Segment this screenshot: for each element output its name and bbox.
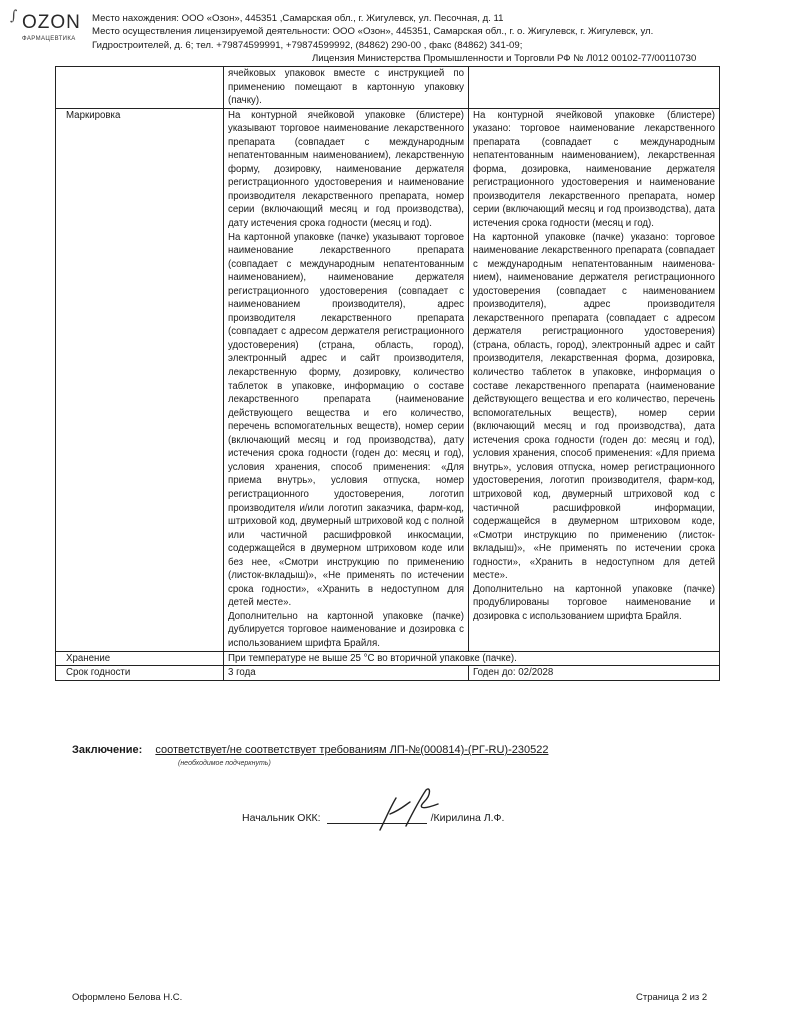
signature-title: Начальник ОКК: (242, 812, 321, 824)
table-row (56, 67, 720, 109)
marking-act-carton: На картонной упаковке (пачке) указано: торговое наименование лекарственного препарата (совпадает с международным непатентованным наименова-нием), наименование держателя регистрационного удостоверения (совпадает с наименованием производителя), адрес производителя лекарственного препарата (совпадает с адресом держателя регистрационного удостоверения) (страна, область, город), электронный адрес и сайт производителя, лекарственная форма, дозировка, количество таблеток в упаковке, информация о составе лекарственного препарата (наименование действующего вещества и его количество, перечень вспомогательных веществ), номер серии (включающий месяц и год производства), дата истечения срока годности (годен до: месяц и год), условия хранения, способ применения: «Для приема внутрь», условия отпуска, номер регистрационного удостоверения, логотип производителя, фарм-код, штриховой код, двумерный штриховой код с частичной расшифровкой информации, содержащейся в двумерном штриховом коде, «Смотри инструкцию по применению (листок-вкладыш)», «Не применять по истечении срока годности», «Хранить в недоступном для детей месте». (473, 231, 715, 582)
logo-swirl-icon: ∫ (10, 8, 18, 24)
marking-label: Маркировка (56, 108, 224, 651)
packaging-continued-cell: ячейковых упаковок вместе с инструкцией по применению помещают в картонную упаковку (пачку). (224, 67, 469, 109)
company-header (92, 12, 782, 66)
signature-line (327, 823, 427, 824)
conclusion (72, 744, 548, 756)
conclusion-label: Заключение: (72, 744, 143, 756)
signature-block (242, 812, 504, 824)
table-row-marking (56, 108, 720, 651)
storage-value: При температуре не выше 25 °С во вторичной упаковке (пачке). (224, 651, 720, 666)
marking-actual-cell (469, 108, 720, 651)
storage-label: Хранение (56, 651, 224, 666)
marking-req-carton: На картонной упаковке (пачке) указывают торговое наименование лекарственного препарата (совпадает с международным непатентованным наименованием), наименование держателя регистрационного удостоверения (совпадает с наименованием производителя), адрес производителя лекарственного препарата (совпадает с адресом держателя регистрационного удостоверения) (страна, область, город), электронный адрес и сайт производителя, лекарственную форму, дозировку, количество таблеток в упаковке, информацию о составе лекарственного препарата (наименование действующего вещества и его количество, перечень вспомогательных веществ), номер серии (включающий месяц и год производства), дату истечения срока годности (годен до: месяц и год), условия хранения, способ применения: «Для приема внутрь», условия отпуска, номер регистрационного удостоверения, логотип производителя и/или логотип заказчика, фарм-код, штриховой код, двумерный штриховой код с полной или частичной расшифровкой инкосмации, содержащейся в двумерном штриховом коде или без нее, «Смотри инструкцию по применению (листок-вкладыш)», «Не применять по истечении срока годности», «Хранить в недоступном для детей месте». (228, 231, 464, 609)
table-row-storage (56, 651, 720, 666)
marking-requirements-cell (224, 108, 469, 651)
footer-prepared-by: Оформлено Белова Н.С. (72, 992, 183, 1003)
signature-icon (360, 780, 450, 835)
company-logo (8, 8, 92, 54)
shelf-life-actual: Годен до: 02/2028 (469, 666, 720, 681)
signature-name: /Кирилина Л.Ф. (430, 812, 505, 824)
header-activity-place: Место осуществления лицензируемой деятельности: ООО «Озон», 445351, Самарская обл., г. о. Жигулевск, г. Жигулевск, ул. (92, 26, 654, 38)
shelf-life-label: Срок годности (56, 666, 224, 681)
footer-page-number: Страница 2 из 2 (636, 992, 708, 1003)
conclusion-value: соответствует/не соответствует требованиям ЛП-№(000814)-(РГ-RU)-230522 (155, 744, 549, 756)
header-contacts: Гидростроителей, д. 6; тел. +79874599991, +79874599992, (84862) 290-00 , факс (84862) 341-09; (92, 39, 523, 51)
marking-act-braille: Дополнительно на картонной упаковке (пачке) продублированы торговое наименование и дозировка с использованием шрифта Брайля. (473, 583, 715, 622)
spec-table (55, 66, 720, 681)
header-address: Место нахождения: ООО «Озон», 445351 ,Самарская обл., г. Жигулевск, ул. Песочная, д. 11 (92, 13, 504, 24)
logo-subtitle: ФАРМАЦЕВТИКА (22, 36, 76, 42)
conclusion-note: (необходимое подчеркнуть) (178, 760, 271, 767)
table-row-shelf-life (56, 666, 720, 681)
marking-act-blister: На контурной ячейковой упаковке (блистере) указано: торговое наименование лекарственного препарата (совпадает с международным непатентованным наименованием), лекарственная форма, дозировка, наименование держателя регистрационного удостоверения и наименование производителя лекарственного препарата, номер серии (включающий месяц и год производства), дата истечения срока годности (месяц и год). (473, 109, 715, 230)
header-license: Лицензия Министерства Промышленности и Торговли РФ № Л012 00102-77/00110730 (312, 53, 697, 65)
shelf-life-required: 3 года (224, 666, 469, 681)
marking-req-braille: Дополнительно на картонной упаковке (пачке) дублируется торговое наименование и дозировка с использованием шрифта Брайля. (228, 610, 464, 649)
logo-name: OZON (22, 12, 81, 33)
marking-req-blister: На контурной ячейковой упаковке (блистере) указывают торговое наименование лекарственного препарата (совпадает с международным непатентованным наименованием), лекарственную форму, дозировку, наименование держателя регистрационного удостоверения и наименование производителя лекарственного препарата, номер серии (включающий месяц и год производства), дату истечения срока годности (месяц и год). (228, 109, 464, 230)
